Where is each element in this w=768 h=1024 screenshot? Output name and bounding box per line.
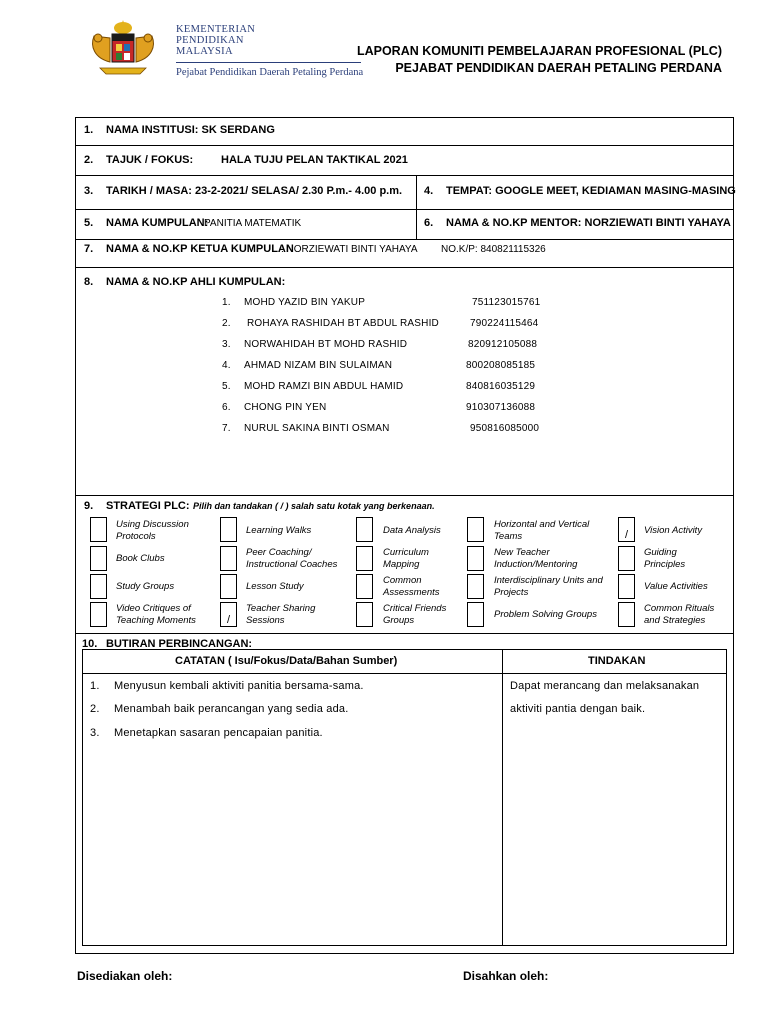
- prepared-by-label: Disediakan oleh:: [77, 969, 173, 983]
- strategy-checkbox[interactable]: [90, 517, 107, 542]
- member-ic: 950816085000: [470, 423, 540, 434]
- strategy-option-label: Curriculum Mapping: [383, 547, 429, 570]
- row-number: 7.: [84, 243, 94, 255]
- strategy-checkbox[interactable]: [90, 546, 107, 571]
- strategy-option-label: Problem Solving Groups: [494, 609, 597, 620]
- row-number: 4.: [424, 185, 434, 197]
- member-ic: 840816035129: [466, 381, 536, 392]
- institution-field: NAMA INSTITUSI: SK SERDANG: [106, 124, 275, 136]
- group-value: PANITIA MATEMATIK: [204, 218, 302, 229]
- strategy-checkbox[interactable]: [467, 517, 484, 542]
- members-label: NAMA & NO.KP AHLI KUMPULAN:: [106, 276, 286, 288]
- member-number: 3.: [222, 339, 231, 350]
- member-ic: 820912105088: [468, 339, 538, 350]
- action-text: aktiviti pantia dengan baik.: [510, 703, 646, 715]
- row-number: 10.: [82, 638, 98, 650]
- row-number: 3.: [84, 185, 94, 197]
- member-name: ROHAYA RASHIDAH BT ABDUL RASHID: [244, 318, 439, 329]
- strategy-option-label: New Teacher Induction/Mentoring: [494, 547, 578, 570]
- strategy-checkbox[interactable]: [618, 602, 635, 627]
- member-number: 5.: [222, 381, 231, 392]
- member-number: 7.: [222, 423, 231, 434]
- strategy-checkbox[interactable]: [220, 574, 237, 599]
- discussion-label: BUTIRAN PERBINCANGAN:: [106, 638, 253, 650]
- row-number: 9.: [84, 500, 94, 512]
- row-divider: [76, 209, 733, 210]
- member-ic: 910307136088: [466, 402, 536, 413]
- logo-divider: [176, 62, 361, 63]
- strategy-option-label: Study Groups: [116, 581, 175, 592]
- row-number: 6.: [424, 217, 434, 229]
- note-text: Menyusun kembali aktiviti panitia bersama-sama.: [114, 680, 364, 692]
- ministry-line-3: MALAYSIA: [176, 46, 233, 57]
- strategy-checkbox[interactable]: [467, 602, 484, 627]
- note-number: 2.: [90, 703, 100, 715]
- strategy-option-label: Value Activities: [644, 581, 708, 592]
- leader-ic: NO.K/P: 840821115326: [441, 244, 546, 255]
- member-number: 2.: [222, 318, 231, 329]
- action-header: TINDAKAN: [588, 655, 646, 667]
- member-name: CHONG PIN YEN: [244, 402, 327, 413]
- date-time-field: TARIKH / MASA: 23-2-2021/ SELASA/ 2.30 P.m.- 4.00 p.m.: [106, 185, 403, 197]
- ministry-line-1: KEMENTERIAN: [176, 24, 256, 35]
- row-divider: [76, 495, 733, 496]
- strategy-instruction: Pilih dan tandakan ( / ) salah satu kotak yang berkenaan.: [193, 501, 435, 511]
- report-subtitle: PEJABAT PENDIDIKAN DAERAH PETALING PERDANA: [395, 61, 722, 75]
- note-text: Menetapkan sasaran pencapaian panitia.: [114, 727, 323, 739]
- discussion-table: [82, 649, 727, 946]
- leader-value: : NORZIEWATI BINTI YAHAYA: [281, 244, 418, 255]
- strategy-option-label: Common Rituals and Strategies: [644, 603, 715, 626]
- row-number: 8.: [84, 276, 94, 288]
- approved-by-label: Disahkan oleh:: [463, 969, 549, 983]
- member-ic: 790224115464: [470, 318, 539, 329]
- member-name: NORWAHIDAH BT MOHD RASHID: [244, 339, 408, 350]
- group-label: NAMA KUMPULAN:: [106, 217, 209, 229]
- leader-label: NAMA & NO.KP KETUA KUMPULAN: [106, 243, 294, 255]
- strategy-option-label: Horizontal and Vertical Teams: [494, 519, 590, 542]
- column-divider: [416, 175, 417, 239]
- strategy-label: STRATEGI PLC:: [106, 500, 190, 512]
- strategy-checkbox[interactable]: [356, 574, 373, 599]
- member-name: MOHD YAZID BIN YAKUP: [244, 297, 366, 308]
- strategy-checkbox[interactable]: [618, 574, 635, 599]
- strategy-option-label: Teacher Sharing Sessions: [246, 603, 316, 626]
- strategy-checkbox[interactable]: [356, 546, 373, 571]
- member-name: MOHD RAMZI BIN ABDUL HAMID: [244, 381, 404, 392]
- row-number: 1.: [84, 124, 94, 136]
- strategy-option-label: Guiding Principles: [644, 547, 686, 570]
- member-name: AHMAD NIZAM BIN SULAIMAN: [244, 360, 393, 371]
- row-divider: [76, 633, 733, 634]
- strategy-checkbox[interactable]: [356, 517, 373, 542]
- member-number: 1.: [222, 297, 231, 308]
- office-name: Pejabat Pendidikan Daerah Petaling Perdana: [176, 67, 364, 78]
- mentor-field: NAMA & NO.KP MENTOR: NORZIEWATI BINTI YAHAYA: [446, 217, 731, 229]
- row-divider: [76, 175, 733, 176]
- ministry-line-2: PENDIDIKAN: [176, 35, 244, 46]
- row-divider: [76, 239, 733, 240]
- member-ic: 800208085185: [466, 360, 536, 371]
- strategy-checkbox[interactable]: [90, 602, 107, 627]
- table-header-divider: [83, 673, 726, 674]
- strategy-checkbox[interactable]: [90, 574, 107, 599]
- strategy-option-label: Data Analysis: [383, 525, 441, 536]
- strategy-option-label: Learning Walks: [246, 525, 312, 536]
- venue-field: TEMPAT: GOOGLE MEET, KEDIAMAN MASING-MASING: [446, 185, 736, 197]
- strategy-option-label: Critical Friends Groups: [383, 603, 447, 626]
- member-number: 6.: [222, 402, 231, 413]
- row-divider: [76, 267, 733, 268]
- strategy-option-label: Common Assessments: [383, 575, 440, 598]
- strategy-option-label: Book Clubs: [116, 553, 165, 564]
- strategy-checkbox[interactable]: [356, 602, 373, 627]
- column-divider: [502, 650, 503, 945]
- action-text: Dapat merancang dan melaksanakan: [510, 680, 700, 692]
- notes-header: CATATAN ( Isu/Fokus/Data/Bahan Sumber): [175, 655, 398, 667]
- strategy-option-label: Video Critiques of Teaching Moments: [116, 603, 196, 626]
- note-number: 1.: [90, 680, 100, 692]
- coat-of-arms-icon: [82, 18, 164, 80]
- strategy-option-label: Lesson Study: [246, 581, 304, 592]
- strategy-option-label: Peer Coaching/ Instructional Coaches: [246, 547, 338, 570]
- note-text: Menambah baik perancangan yang sedia ada.: [114, 703, 349, 715]
- strategy-option-label: Using Discussion Protocols: [116, 519, 189, 542]
- row-number: 2.: [84, 154, 94, 166]
- strategy-checkbox[interactable]: [467, 546, 484, 571]
- strategy-checkbox[interactable]: [467, 574, 484, 599]
- plc-report-form: [75, 117, 734, 954]
- focus-label: TAJUK / FOKUS:: [106, 154, 194, 166]
- member-name: NURUL SAKINA BINTI OSMAN: [244, 423, 390, 434]
- strategy-checkbox[interactable]: [220, 517, 237, 542]
- note-number: 3.: [90, 727, 100, 739]
- member-number: 4.: [222, 360, 231, 371]
- report-title: LAPORAN KOMUNITI PEMBELAJARAN PROFESIONAL (PLC): [356, 44, 722, 58]
- strategy-checkbox[interactable]: /: [220, 602, 237, 627]
- focus-value: HALA TUJU PELAN TAKTIKAL 2021: [221, 154, 408, 166]
- row-divider: [76, 145, 733, 146]
- strategy-checkbox[interactable]: [618, 546, 635, 571]
- strategy-option-label: Vision Activity: [644, 525, 703, 536]
- ministry-name: [176, 24, 255, 57]
- ministry-logo: [82, 18, 367, 83]
- strategy-option-label: Interdisciplinary Units and Projects: [494, 575, 603, 598]
- row-number: 5.: [84, 217, 94, 229]
- strategy-checkbox[interactable]: [220, 546, 237, 571]
- strategy-checkbox[interactable]: /: [618, 517, 635, 542]
- member-ic: 751123015761: [472, 297, 541, 308]
